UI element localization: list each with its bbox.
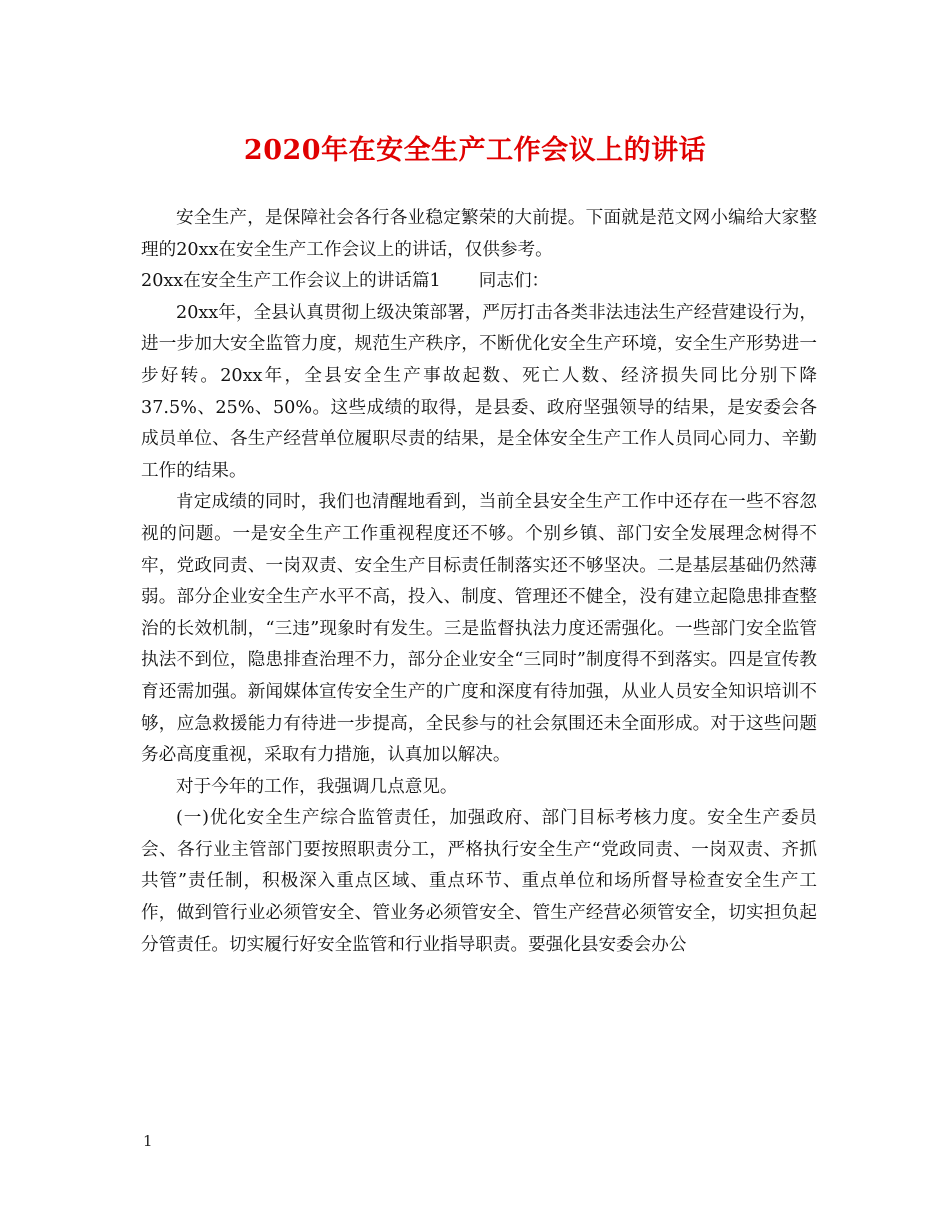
page-number: 1 <box>143 1132 153 1150</box>
body-paragraph: 肯定成绩的同时，我们也清醒地看到，当前全县安全生产工作中还存在一些不容忽视的问题。一是安全生产工作重视程度还不够。个别乡镇、部门安全发展理念树得不牢，党政同责、一岗双责、安全生产目标责任制落实还不够坚决。二是基层基础仍然薄弱。部分企业安全生产水平不高，投入、制度、管理还不健全，没有建立起隐患排查整治的长效机制，“三违”现象时有发生。三是监督执法力度还需强化。一些部门安全监管执法不到位，隐患排查治理不力，部分企业安全“三同时”制度得不到落实。四是宣传教育还需加强。新闻媒体宣传安全生产的广度和深度有待加强，从业人员安全知识培训不够，应急救援能力有待进一步提高，全民参与的社会氛围还未全面形成。对于这些问题务必高度重视，采取有力措施，认真加以解决。 <box>141 492 817 766</box>
body-paragraph: 对于今年的工作，我强调几点意见。 <box>176 776 458 797</box>
salutation: 同志们： <box>478 271 550 292</box>
section-heading: 20xx在安全生产工作会议上的讲话篇1 <box>141 271 441 292</box>
body-paragraph: 20xx年，全县认真贯彻上级决策部署，严厉打击各类非法违法生产经营建设行为，进一步加大安全监管力度，规范生产秩序，不断优化安全生产环境，安全生产形势进一步好转。20xx年，全县安全生产事故起数、死亡人数、经济损失同比分别下降37.5%、25%、50%。这些成绩的取得，是县委、政府坚强领导的结果，是安委会各成员单位、各生产经营单位履职尽责的结果，是全体安全生产工作人员同心同力、辛勤工作的结果。 <box>141 302 817 481</box>
section-heading-line <box>141 266 817 298</box>
document-body <box>141 203 817 961</box>
body-paragraph: (一)优化安全生产综合监管责任，加强政府、部门目标考核力度。安全生产委员会、各行业主管部门要按照职责分工，严格执行安全生产“党政同责、一岗双责、齐抓共管”责任制，积极深入重点区域、重点环节、重点单位和场所督导检查安全生产工作，做到管行业必须管安全、管业务必须管安全、管生产经营必须管安全，切实担负起分管责任。切实履行好安全监管和行业指导职责。要强化县安委会办公 <box>141 808 817 955</box>
intro-paragraph: 安全生产，是保障社会各行各业稳定繁荣的大前提。下面就是范文网小编给大家整理的20xx在安全生产工作会议上的讲话，仅供参考。 <box>141 208 817 260</box>
document-title: 2020年在安全生产工作会议上的讲话 <box>243 135 707 166</box>
